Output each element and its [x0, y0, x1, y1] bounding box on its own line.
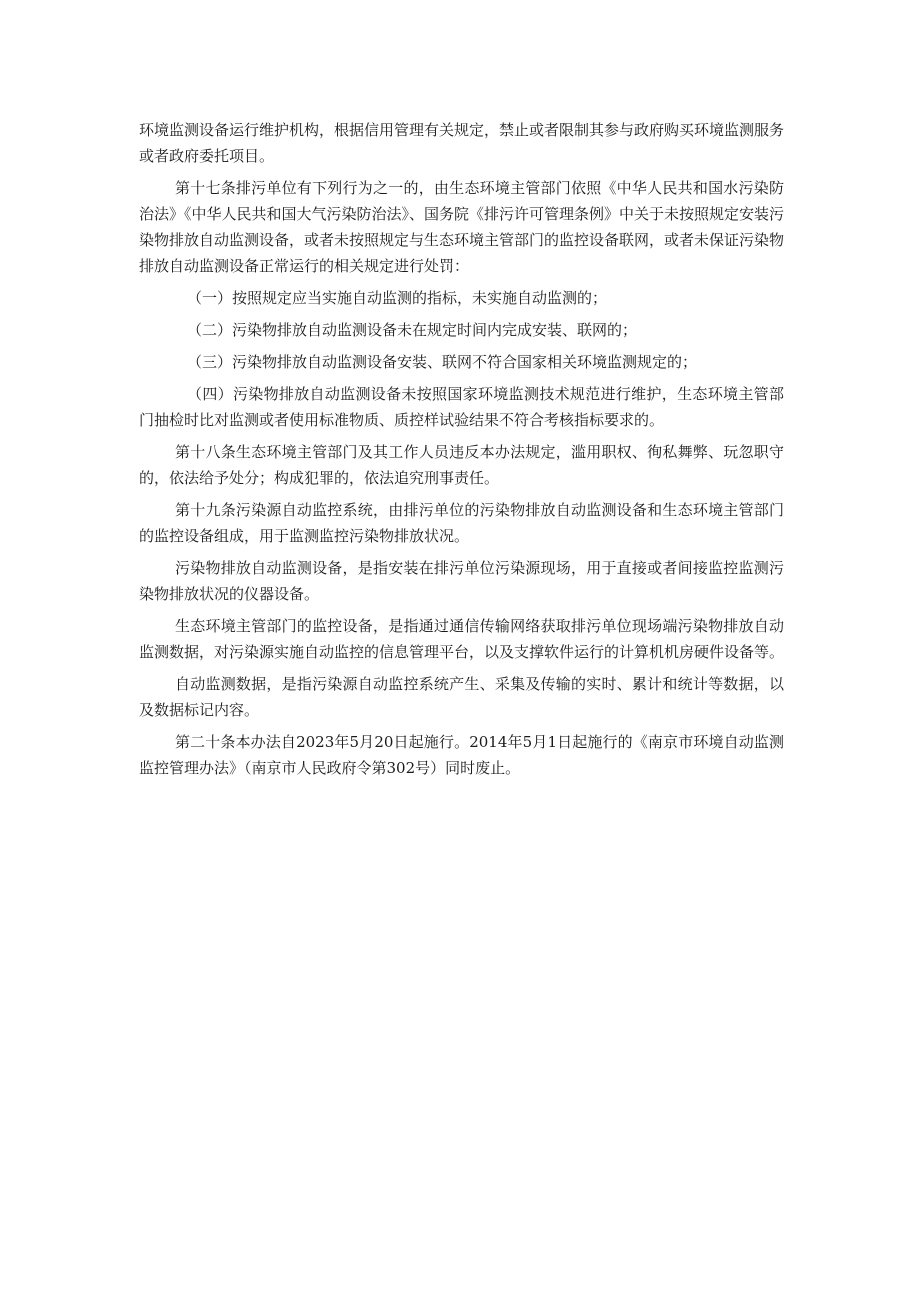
paragraph-continuation: 环境监测设备运行维护机构，根据信用管理有关规定，禁止或者限制其参与政府购买环境监测服务或者政府委托项目。: [139, 121, 785, 165]
definition-monitoring-data: 自动监测数据，是指污染源自动监控系统产生、采集及传输的实时、累计和统计等数据，以及数据标记内容。: [139, 675, 784, 719]
document-body: [139, 117, 784, 787]
article-17-item-4: （四）污染物排放自动监测设备未按照国家环境监测技术规范进行维护，生态环境主管部门抽检时比对监测或者使用标准物质、质控样试验结果不符合考核指标要求的。: [139, 385, 784, 429]
article-18: 第十八条生态环境主管部门及其工作人员违反本办法规定，滥用职权、徇私舞弊、玩忽职守的，依法给予处分；构成犯罪的，依法追究刑事责任。: [139, 443, 784, 487]
definition-monitoring-equipment: 污染物排放自动监测设备，是指安装在排污单位污染源现场，用于直接或者间接监控监测污染物排放状况的仪器设备。: [139, 559, 784, 603]
article-19: 第十九条污染源自动监控系统，由排污单位的污染物排放自动监测设备和生态环境主管部门的监控设备组成，用于监测监控污染物排放状况。: [139, 501, 784, 545]
article-20: 第二十条本办法自2023年5月20日起施行。2014年5月1日起施行的《南京市环境自动监测监控管理办法》（南京市人民政府令第302号）同时废止。: [139, 733, 784, 777]
article-17-item-2: （二）污染物排放自动监测设备未在规定时间内完成安装、联网的；: [187, 321, 638, 339]
article-17-item-3: （三）污染物排放自动监测设备安装、联网不符合国家相关环境监测规定的；: [187, 353, 698, 371]
article-17-item-1: （一）按照规定应当实施自动监测的指标，未实施自动监测的；: [187, 289, 608, 307]
article-17: 第十七条排污单位有下列行为之一的，由生态环境主管部门依照《中华人民共和国水污染防治法》《中华人民共和国大气污染防治法》、国务院《排污许可管理条例》中关于未按照规定安装污染物排放自动监测设备，或者未按照规定与生态环境主管部门的监控设备联网，或者未保证污染物排放自动监测设备正常运行的相关规定进行处罚：: [139, 179, 785, 275]
definition-control-equipment: 生态环境主管部门的监控设备，是指通过通信传输网络获取排污单位现场端污染物排放自动监测数据，对污染源实施自动监控的信息管理平台，以及支撑软件运行的计算机机房硬件设备等。: [139, 617, 785, 661]
